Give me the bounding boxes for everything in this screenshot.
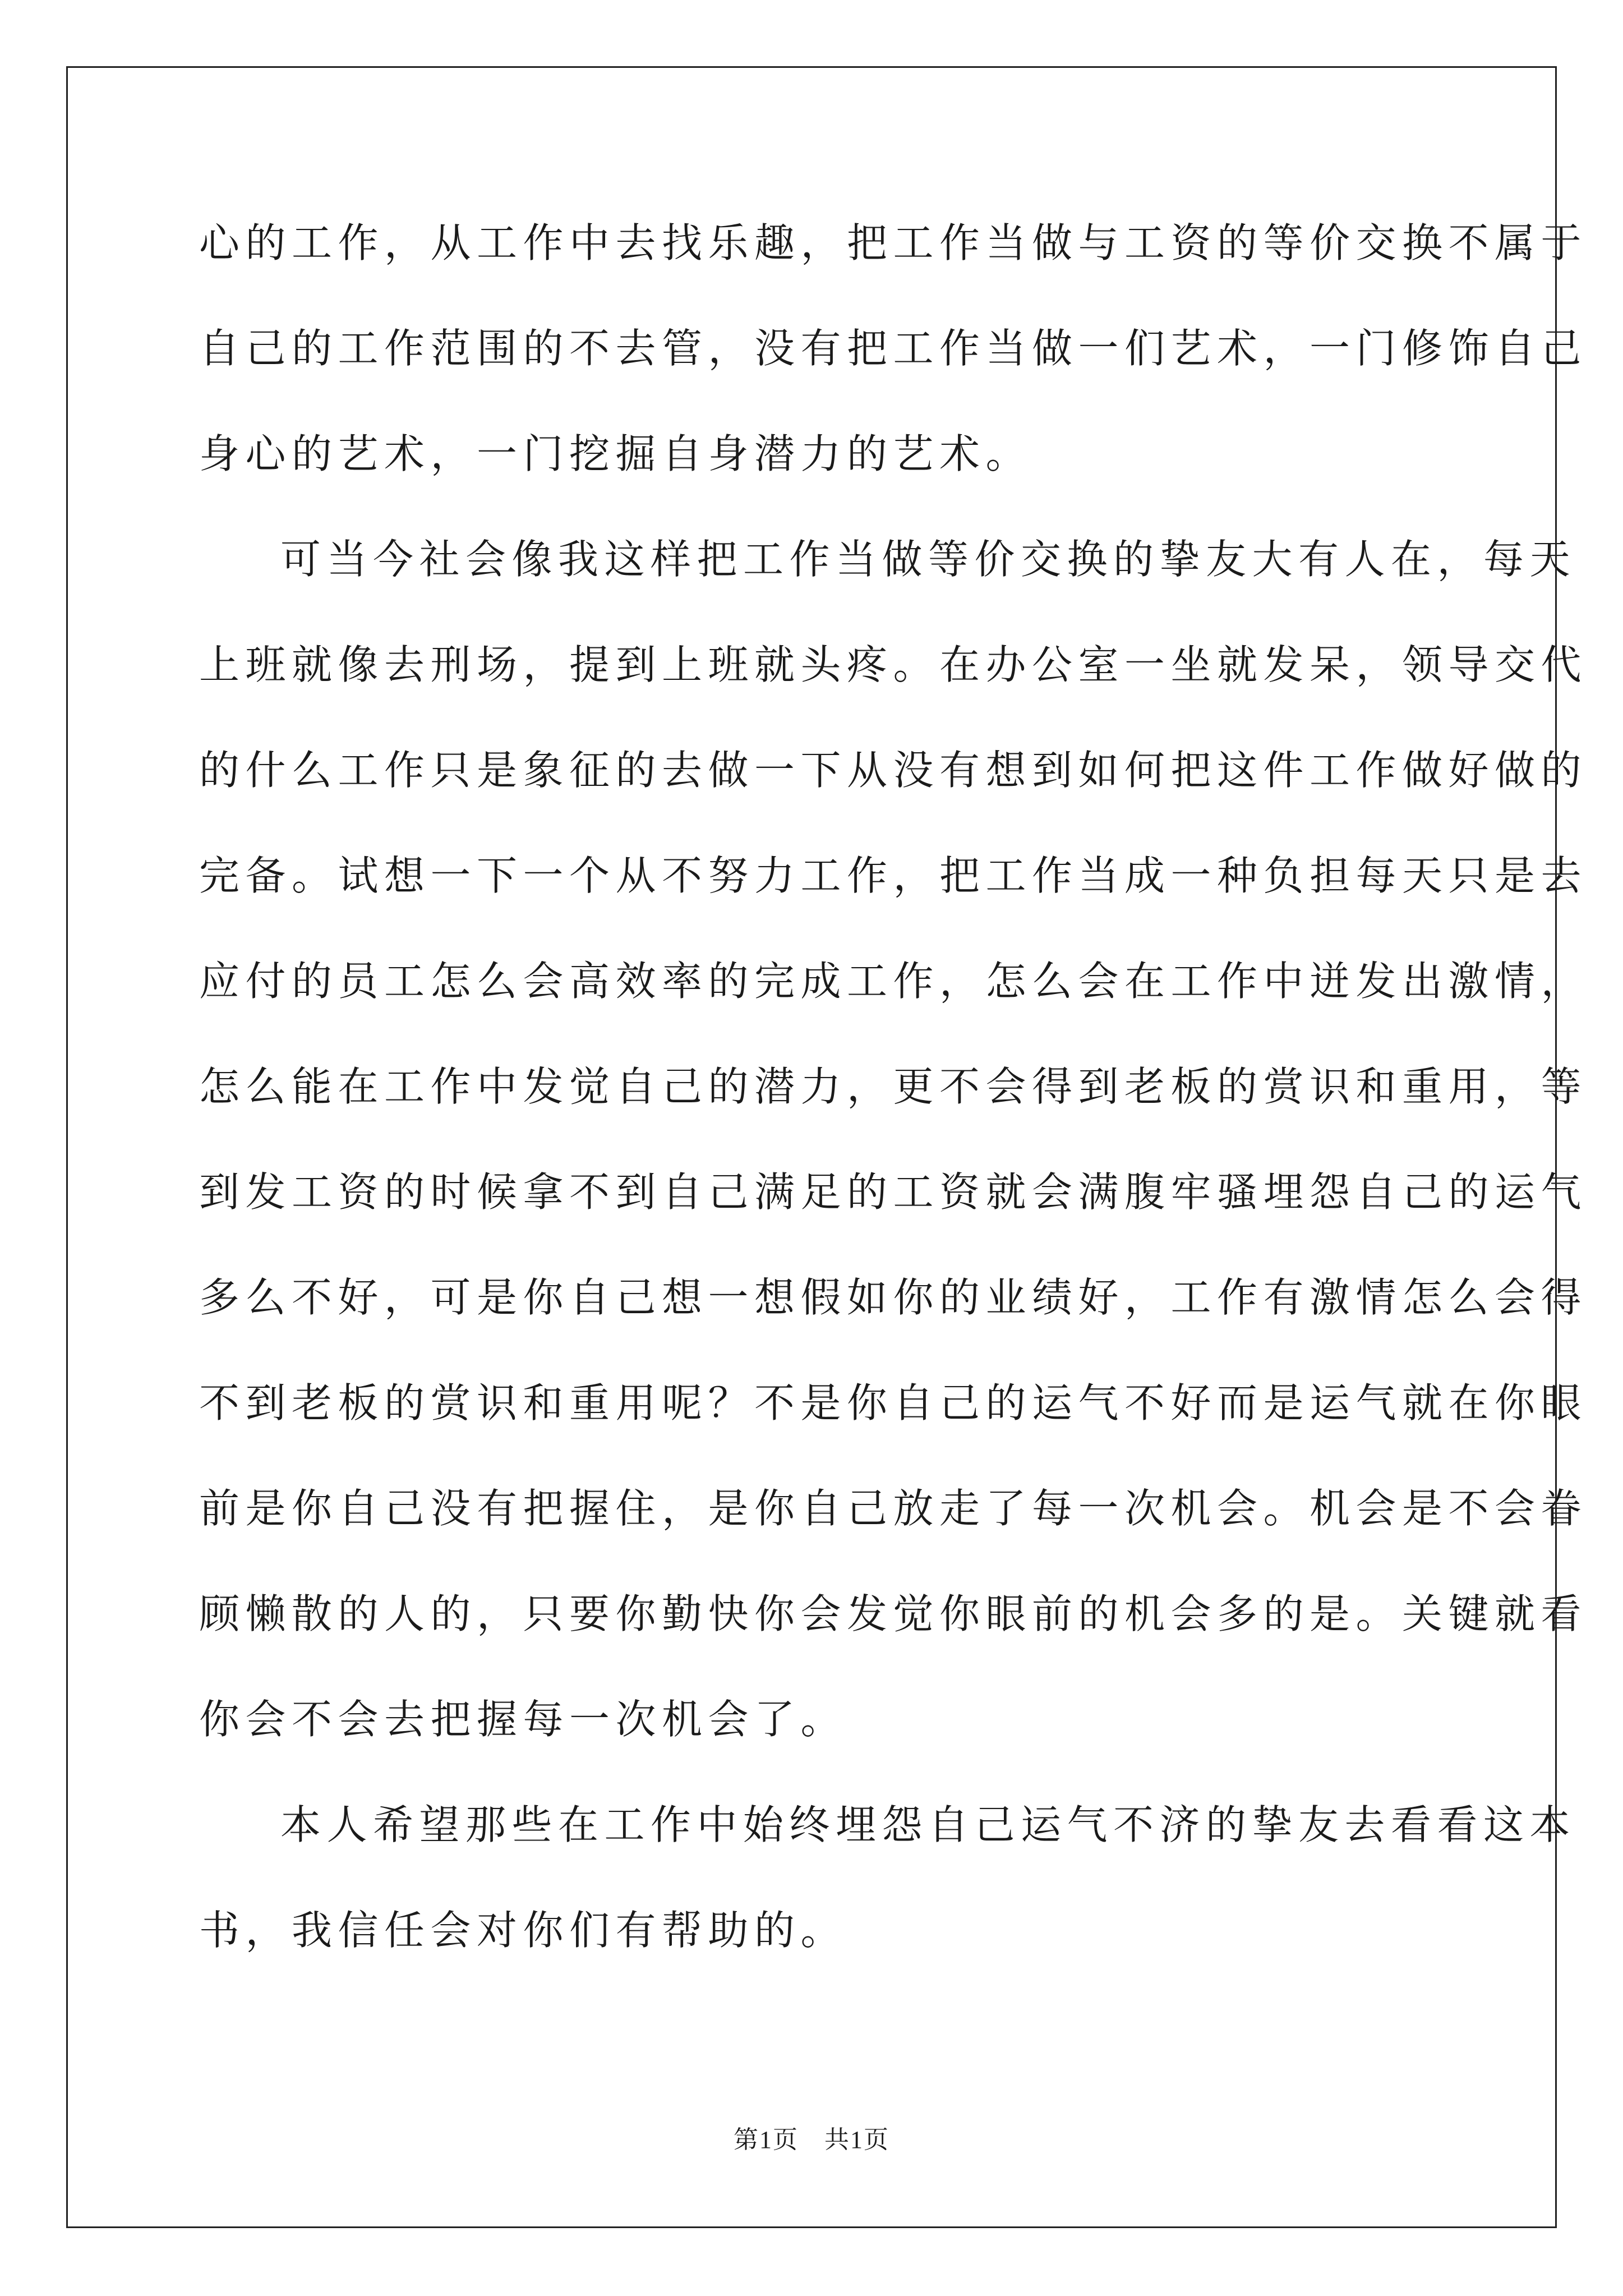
- paragraph-1-line-3: 身心的艺术，一门挖掘自身潜力的艺术。: [199, 430, 1032, 477]
- paragraph-2-line-12: 你会不会去把握每一次机会了。: [199, 1696, 847, 1743]
- paragraph-2-line-7: 到发工资的时候拿不到自己满足的工资就会满腹牢骚埋怨自己的运气: [199, 1168, 1588, 1216]
- paragraph-2-line-10: 前是你自己没有把握住，是你自己放走了每一次机会。机会是不会眷: [199, 1485, 1588, 1532]
- document-body: [199, 208, 1588, 2000]
- paragraph-1-line-2: 自己的工作范围的不去管，没有把工作当做一们艺术，一门修饰自己: [199, 325, 1588, 372]
- paragraph-2-line-4: 完备。试想一下一个从不努力工作，把工作当成一种负担每天只是去: [199, 852, 1588, 899]
- paragraph-2-line-1: 可当今社会像我这样把工作当做等价交换的挚友大有人在，每天: [280, 536, 1576, 583]
- paragraph-2-line-11: 顾懒散的人的，只要你勤快你会发觉你眼前的机会多的是。关键就看: [199, 1590, 1588, 1637]
- paragraph-2-line-3: 的什么工作只是象征的去做一下从没有想到如何把这件工作做好做的: [199, 747, 1588, 794]
- paragraph-3-line-2: 书，我信任会对你们有帮助的。: [199, 1907, 847, 1954]
- paragraph-2-line-6: 怎么能在工作中发觉自己的潜力，更不会得到老板的赏识和重用，等: [199, 1063, 1588, 1110]
- paragraph-3-line-1: 本人希望那些在工作中始终埋怨自己运气不济的挚友去看看这本: [280, 1801, 1576, 1848]
- paragraph-1-line-1: 心的工作，从工作中去找乐趣，把工作当做与工资的等价交换不属于: [199, 219, 1588, 266]
- paragraph-2-line-5: 应付的员工怎么会高效率的完成工作，怎么会在工作中迸发出激情，: [199, 958, 1588, 1005]
- page-number-footer: 第1页 共1页: [734, 2126, 889, 2154]
- paragraph-2-line-2: 上班就像去刑场，提到上班就头疼。在办公室一坐就发呆，领导交代: [199, 641, 1588, 688]
- paragraph-2-line-8: 多么不好，可是你自己想一想假如你的业绩好，工作有激情怎么会得: [199, 1274, 1588, 1321]
- paragraph-2-line-9: 不到老板的赏识和重用呢？不是你自己的运气不好而是运气就在你眼: [199, 1379, 1588, 1427]
